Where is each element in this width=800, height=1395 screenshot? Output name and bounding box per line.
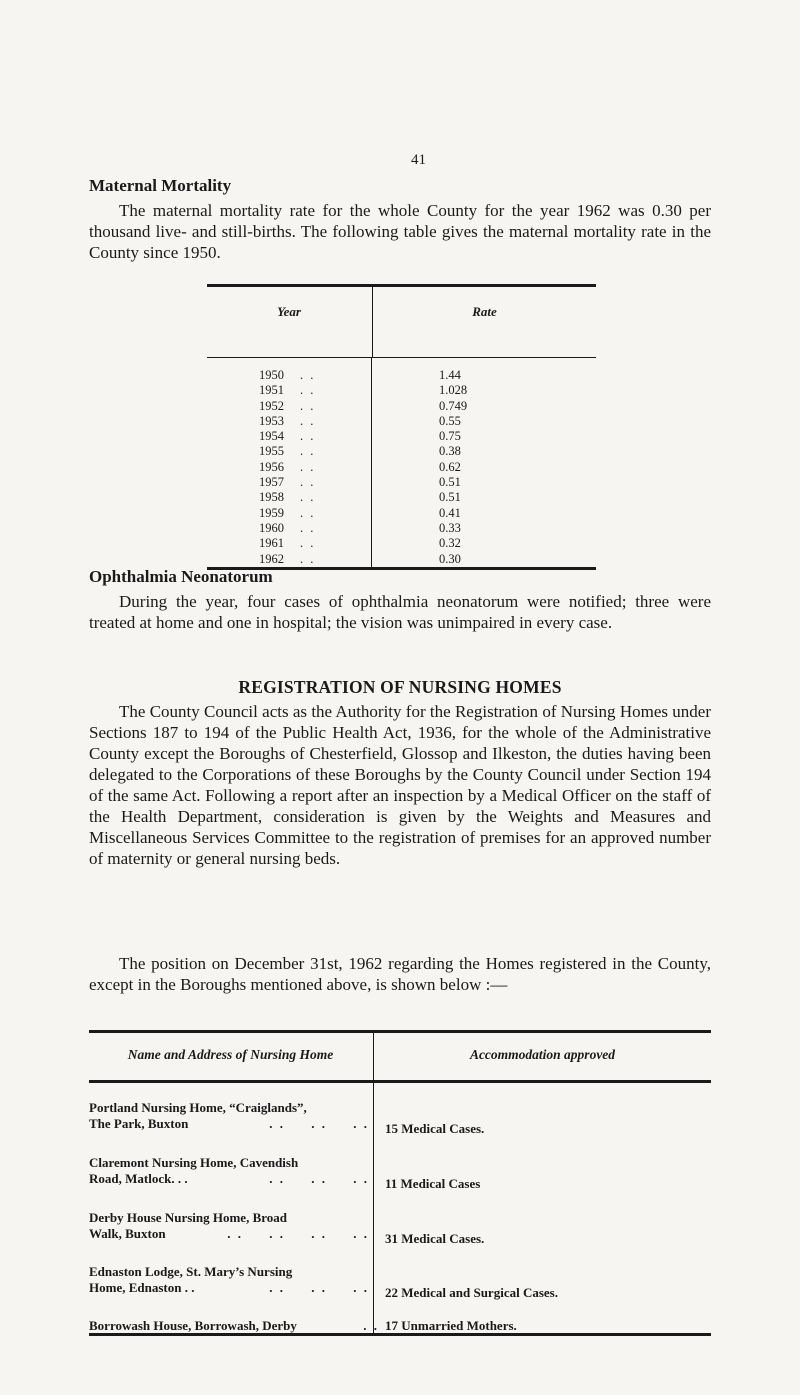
table-row (207, 490, 596, 505)
rate-cell: 0.33 (439, 520, 461, 535)
year-cell: 1953 (259, 413, 284, 428)
leader-dots: . . (300, 444, 316, 459)
home-address-line: Road, Matlock. . . (89, 1171, 188, 1186)
home-name-address (89, 1264, 369, 1296)
home-address-line: The Park, Buxton (89, 1116, 189, 1131)
home-name-line: Derby House Nursing Home, Broad (89, 1210, 288, 1225)
table-row (207, 506, 596, 521)
ophthalmia-heading: Ophthalmia Neonatorum (89, 567, 273, 586)
rate-cell: 0.75 (439, 429, 461, 444)
registration-paragraph-1: The County Council acts as the Authority for the Registration of Nursing Homes under Sections 187 to 194 of the Public Health Act, 1936, for the whole of the Administrative County except the Boroughs of Chesterfield, Glossop and Ilkeston, the duties having been delegated to the Corporations of these Boroughs by the County Council under Section 194 of the same Act. Following a report after an inspection by a Medical Officer on the staff of the Health Department, consideration is given by the Weights and Measures and Miscellaneous Services Committee to the registration of premises for an approved number of maternity or general nursing beds. (89, 702, 711, 868)
home-address-line: Home, Ednaston . . (89, 1280, 195, 1295)
rate-cell: 1.028 (439, 383, 468, 398)
home-name-line: Ednaston Lodge, St. Mary’s Nursing (89, 1264, 293, 1279)
rate-cell: 0.749 (439, 398, 468, 413)
leader-dots: . . (300, 475, 316, 490)
registration-paragraph-2: The position on December 31st, 1962 regarding the Homes registered in the County, except in the Boroughs mentioned above, is shown below :— (89, 954, 711, 994)
table-header (207, 284, 596, 358)
table-body (89, 1083, 711, 1333)
registration-heading: REGISTRATION OF NURSING HOMES (238, 677, 562, 697)
accommodation-cell: 22 Medical and Surgical Cases. (385, 1285, 558, 1300)
rate-column-header: Rate (472, 304, 497, 319)
maternal-mortality-table (207, 284, 596, 570)
name-address-column-header: Name and Address of Nursing Home (127, 1047, 334, 1062)
leader-dots: . . (300, 459, 316, 474)
table-row (207, 444, 596, 459)
rate-cell: 0.51 (439, 475, 461, 490)
leader-dots: . . (300, 413, 316, 428)
year-cell: 1950 (259, 368, 284, 382)
table-header (89, 1033, 711, 1083)
maternal-mortality-paragraph: The maternal mortality rate for the whole County for the year 1962 was 0.30 per thousand live- and still-births. The following table gives the maternal mortality rate in the County since 1950. (89, 201, 711, 262)
home-name-address (89, 1210, 369, 1242)
table-body (207, 358, 596, 570)
rate-cell: 0.32 (439, 536, 461, 551)
year-cell: 1952 (259, 398, 284, 413)
leader-dots: . . . . . . (269, 1171, 369, 1186)
home-name-address (89, 1155, 369, 1187)
table-row (207, 429, 596, 444)
year-cell: 1958 (259, 490, 284, 505)
year-cell: 1962 (259, 551, 284, 566)
year-cell: 1956 (259, 459, 284, 474)
leader-dots: . . (300, 520, 316, 535)
home-address-line: Walk, Buxton (89, 1226, 166, 1241)
table-row (207, 414, 596, 429)
table-row (207, 460, 596, 475)
table-row (207, 475, 596, 490)
leader-dots: . . (300, 505, 316, 520)
leader-dots: . . . . . . . . (227, 1226, 369, 1241)
rate-cell: 1.44 (439, 368, 461, 382)
table-row (207, 368, 596, 383)
maternal-mortality-heading: Maternal Mortality (89, 176, 232, 195)
home-name-line: Borrowash House, Borrowash, Derby (89, 1318, 297, 1333)
leader-dots: . . . . . . (269, 1116, 369, 1131)
table-row (207, 521, 596, 536)
nursing-homes-table (89, 1030, 711, 1336)
ophthalmia-paragraph: During the year, four cases of ophthalmia neonatorum were notified; three were treated at home and one in hospital; the vision was unimpaired in every case. (89, 592, 711, 632)
accommodation-cell: 17 Unmarried Mothers. (385, 1318, 517, 1333)
leader-dots: . . (363, 1318, 379, 1333)
year-cell: 1959 (259, 505, 284, 520)
leader-dots: . . (300, 383, 316, 398)
rate-cell: 0.51 (439, 490, 461, 505)
year-column-header: Year (277, 304, 301, 319)
rate-cell: 0.62 (439, 459, 461, 474)
leader-dots: . . (300, 368, 316, 382)
year-cell: 1951 (259, 383, 284, 398)
leader-dots: . . (300, 551, 316, 566)
year-cell: 1957 (259, 475, 284, 490)
leader-dots: . . . . . . (269, 1280, 369, 1295)
year-cell: 1955 (259, 444, 284, 459)
table-row (207, 383, 596, 398)
page-number: 41 (411, 152, 426, 168)
table-row (207, 552, 596, 567)
rate-cell: 0.55 (439, 413, 461, 428)
rate-cell: 0.41 (439, 505, 461, 520)
accommodation-column-header: Accommodation approved (469, 1047, 616, 1062)
accommodation-cell: 15 Medical Cases. (385, 1121, 485, 1136)
accommodation-cell: 11 Medical Cases (385, 1176, 481, 1191)
table-row (207, 536, 596, 551)
home-name-address (89, 1100, 369, 1132)
year-cell: 1961 (259, 536, 284, 551)
year-cell: 1960 (259, 520, 284, 535)
year-cell: 1954 (259, 429, 284, 444)
table-row (207, 399, 596, 414)
home-name-line: Claremont Nursing Home, Cavendish (89, 1155, 299, 1170)
home-name-address (89, 1318, 379, 1334)
leader-dots: . . (300, 398, 316, 413)
rate-cell: 0.38 (439, 444, 461, 459)
rate-cell: 0.30 (439, 551, 461, 566)
leader-dots: . . (300, 536, 316, 551)
leader-dots: . . (300, 490, 316, 505)
home-name-line: Portland Nursing Home, “Craiglands”, (89, 1100, 307, 1115)
leader-dots: . . (300, 429, 316, 444)
accommodation-cell: 31 Medical Cases. (385, 1231, 485, 1246)
